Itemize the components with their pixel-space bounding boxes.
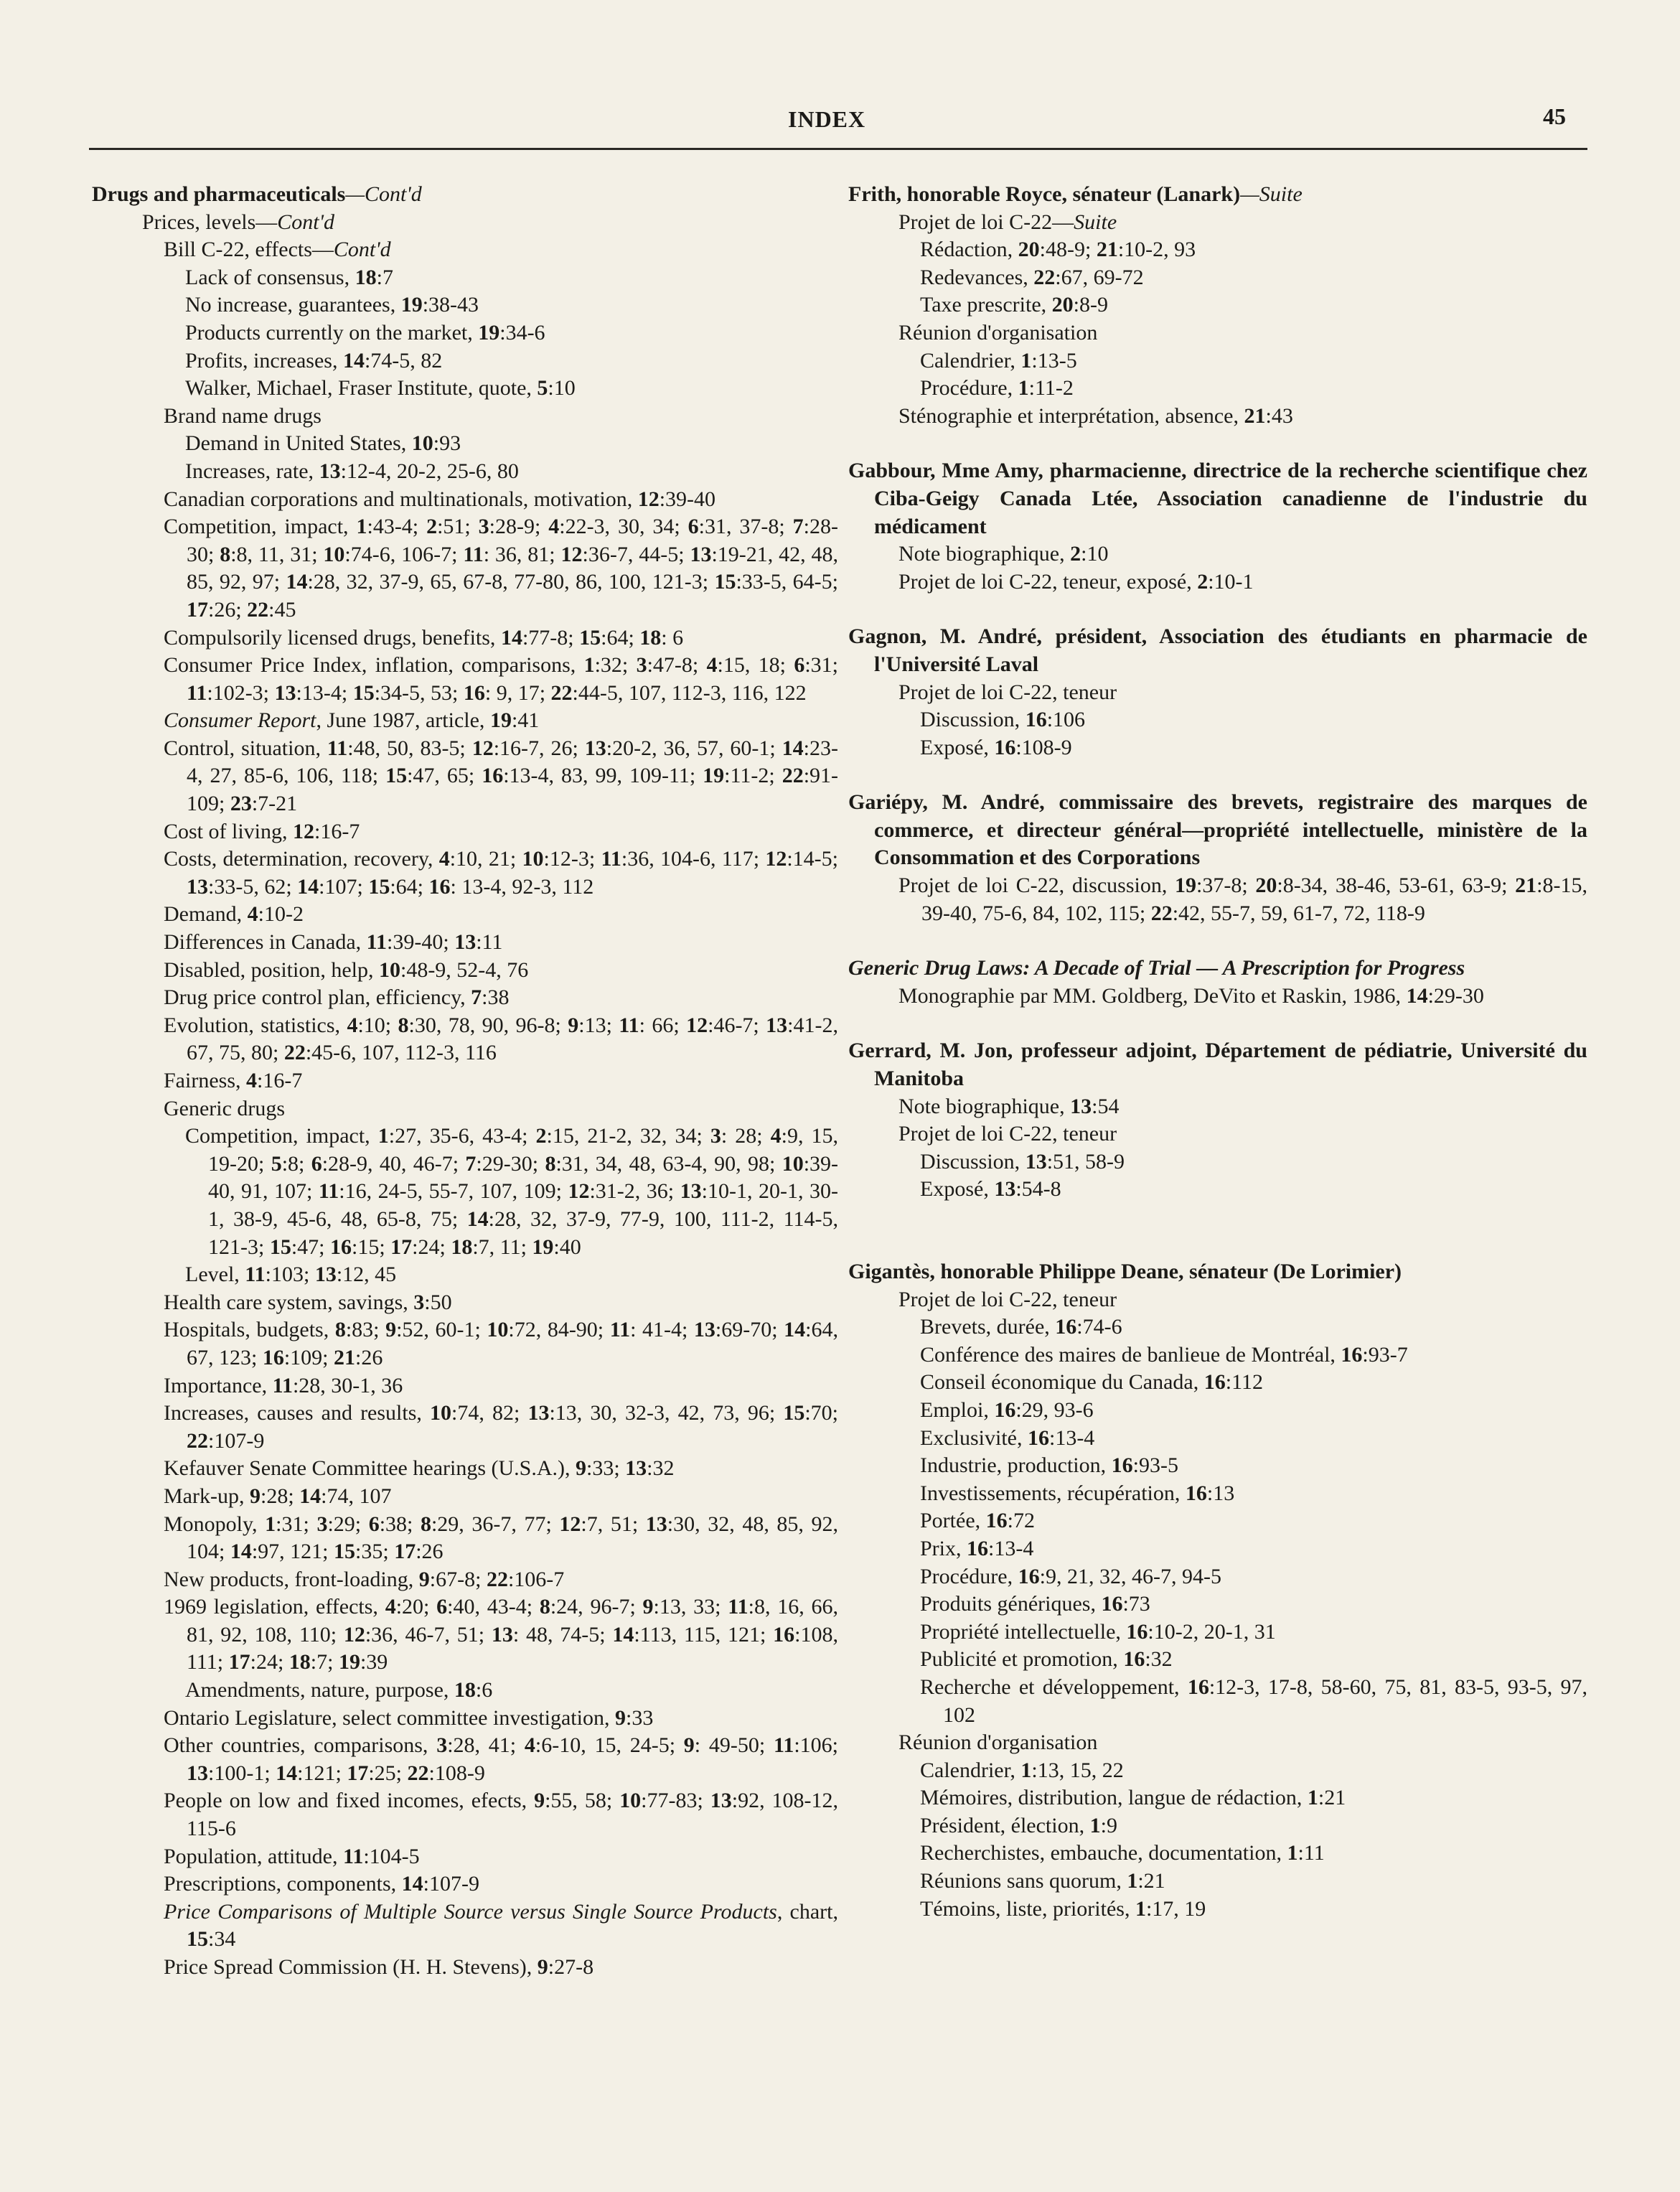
index-entry: Walker, Michael, Fraser Institute, quote, 5:10 xyxy=(185,376,576,401)
continued-label: —Suite xyxy=(1240,182,1303,206)
index-entry: Procédure, 16:9, 21, 32, 46-7, 94-5 xyxy=(920,1564,1221,1588)
index-entry: Discussion, 13:51, 58-9 xyxy=(920,1149,1125,1174)
entry-spacer xyxy=(848,430,1587,457)
index-entry: Price Comparisons of Multiple Source versus Single Source Products, chart, 15:34 xyxy=(164,1899,839,1952)
entry-spacer xyxy=(848,1231,1587,1258)
continued-label: Cont'd xyxy=(277,210,335,234)
page-header xyxy=(0,0,1680,154)
index-entry: Canadian corporations and multinationals, motivation, 12:39-40 xyxy=(164,487,716,511)
index-heading: Gerrard, M. Jon, professeur adjoint, Département de pédiatrie, Université du Manitoba xyxy=(848,1039,1587,1091)
entry-spacer xyxy=(848,927,1587,955)
left-column xyxy=(92,181,838,1982)
index-entry: Monopoly, 1:31; 3:29; 6:38; 8:29, 36-7, 77; 12:7, 51; 13:30, 32, 48, 85, 92, 104; 14:97, 121; 15:35; 17:26 xyxy=(164,1512,839,1564)
index-entry: Calendrier, 1:13-5 xyxy=(920,348,1077,373)
index-entry: Rédaction, 20:48-9; 21:10-2, 93 xyxy=(920,238,1196,262)
index-entry: Prescriptions, components, 14:107-9 xyxy=(164,1872,479,1896)
index-entry: Kefauver Senate Committee hearings (U.S.A.), 9:33; 13:32 xyxy=(164,1456,675,1481)
header-rule xyxy=(89,148,1587,150)
index-entry: Differences in Canada, 11:39-40; 13:11 xyxy=(164,930,503,955)
index-entry: Prices, levels—Cont'd xyxy=(142,210,335,234)
index-entry: Exclusivité, 16:13-4 xyxy=(920,1425,1095,1450)
index-entry: Demand in United States, 10:93 xyxy=(185,431,461,456)
entry-spacer xyxy=(848,596,1587,623)
index-entry: Disabled, position, help, 10:48-9, 52-4, 76 xyxy=(164,957,529,982)
page-number: 45 xyxy=(1543,103,1566,129)
index-entry: Propriété intellectuelle, 16:10-2, 20-1, 31 xyxy=(920,1619,1276,1644)
index-entry: 1969 legislation, effects, 4:20; 6:40, 43-4; 8:24, 96-7; 9:13, 33; 11:8, 16, 66, 81, 92, 108, 110; 12:36, 46-7, 51; 13: 48, 74-5; 14:113, 115, 121; 16:108, 111; 17:24; 18:7; 19:39 xyxy=(164,1595,838,1675)
index-entry: Exposé, 13:54-8 xyxy=(920,1177,1061,1202)
index-entry: Lack of consensus, 18:7 xyxy=(185,265,393,289)
index-entry: People on low and fixed incomes, efects, 9:55, 58; 10:77-83; 13:92, 108-12, 115-6 xyxy=(164,1789,839,1841)
index-entry: Conseil économique du Canada, 16:112 xyxy=(920,1370,1263,1395)
index-entry: Bill C-22, effects—Cont'd xyxy=(164,238,391,262)
index-entry: Consumer Report, June 1987, article, 19:41 xyxy=(164,708,540,733)
index-entry: New products, front-loading, 9:67-8; 22:106-7 xyxy=(164,1567,565,1591)
index-entry: Prix, 16:13-4 xyxy=(920,1536,1034,1560)
index-entry: Health care system, savings, 3:50 xyxy=(164,1290,452,1314)
index-entry: Projet de loi C-22, discussion, 19:37-8; 20:8-34, 38-46, 53-61, 63-9; 21:8-15, 39-40, 75-6, 84, 102, 115; 22:42, 55-7, 59, 61-7, 72, 118-9 xyxy=(898,873,1587,925)
right-column xyxy=(848,181,1587,1923)
index-entry: Drug price control plan, efficiency, 7:38 xyxy=(164,985,510,1010)
index-entry: Level, 11:103; 13:12, 45 xyxy=(185,1263,397,1287)
entry-spacer xyxy=(848,1204,1587,1231)
index-entry: Projet de loi C-22, teneur, exposé, 2:10-1 xyxy=(898,569,1254,594)
index-entry: Note biographique, 2:10 xyxy=(898,542,1109,566)
index-entry: Population, attitude, 11:104-5 xyxy=(164,1844,420,1868)
index-entry: Fairness, 4:16-7 xyxy=(164,1069,303,1092)
index-entry: Hospitals, budgets, 8:83; 9:52, 60-1; 10:72, 84-90; 11: 41-4; 13:69-70; 14:64, 67, 123; 16:109; 21:26 xyxy=(164,1318,839,1369)
index-heading: Generic Drug Laws: A Decade of Trial — A Prescription for Progress xyxy=(848,956,1465,980)
index-entry: Taxe prescrite, 20:8-9 xyxy=(920,293,1108,317)
index-entry: Products currently on the market, 19:34-6 xyxy=(185,320,545,345)
index-entry: Amendments, nature, purpose, 18:6 xyxy=(185,1678,493,1702)
index-heading: Gagnon, M. André, président, Association des étudiants en pharmacie de l'Université Laval xyxy=(848,624,1587,676)
index-entry: Réunion d'organisation xyxy=(898,320,1098,345)
index-entry: Exposé, 16:108-9 xyxy=(920,735,1072,759)
index-entry: Compulsorily licensed drugs, benefits, 14:77-8; 15:64; 18: 6 xyxy=(164,625,684,650)
index-entry: Sténographie et interprétation, absence, 21:43 xyxy=(898,403,1293,428)
index-entry: Profits, increases, 14:74-5, 82 xyxy=(185,348,443,373)
index-entry: Mark-up, 9:28; 14:74, 107 xyxy=(164,1484,392,1508)
index-entry: Témoins, liste, priorités, 1:17, 19 xyxy=(920,1896,1206,1921)
index-entry: Conférence des maires de banlieue de Montréal, 16:93-7 xyxy=(920,1342,1408,1367)
index-entry: Recherche et développement, 16:12-3, 17-8, 58-60, 75, 81, 83-5, 93-5, 97, 102 xyxy=(920,1675,1587,1727)
index-entry: Note biographique, 13:54 xyxy=(898,1094,1120,1118)
index-heading: Gariépy, M. André, commissaire des brevets, registraire des marques de commerce, et directeur général—propriété intellectuelle, ministère de la Consommation et des Corporations xyxy=(848,790,1587,870)
index-entry: Président, élection, 1:9 xyxy=(920,1813,1117,1837)
index-entry: Produits génériques, 16:73 xyxy=(920,1592,1150,1616)
entry-spacer xyxy=(848,762,1587,789)
continued-label: Suite xyxy=(1074,210,1117,234)
index-entry: Control, situation, 11:48, 50, 83-5; 12:16-7, 26; 13:20-2, 36, 57, 60-1; 14:23-4, 27, 85-6, 106, 118; 15:47, 65; 16:13-4, 83, 99, 109-11; 19:11-2; 22:91-109; 23:7-21 xyxy=(164,736,839,816)
index-entry: Brand name drugs xyxy=(164,403,322,428)
continued-label: Cont'd xyxy=(333,238,391,262)
index-entry: Recherchistes, embauche, documentation, 1:11 xyxy=(920,1841,1325,1865)
index-entry: Increases, causes and results, 10:74, 82; 13:13, 30, 32-3, 42, 73, 96; 15:70; 22:107-9 xyxy=(164,1401,838,1453)
index-entry: Costs, determination, recovery, 4:10, 21; 10:12-3; 11:36, 104-6, 117; 12:14-5; 13:33-5, 62; 14:107; 15:64; 16: 13-4, 92-3, 112 xyxy=(164,847,839,899)
index-entry: Increases, rate, 13:12-4, 20-2, 25-6, 80 xyxy=(185,459,519,483)
index-entry: Competition, impact, 1:27, 35-6, 43-4; 2:15, 21-2, 32, 34; 3: 28; 4:9, 15, 19-20; 5:8; 6:28-9, 40, 46-7; 7:29-30; 8:31, 34, 48, 63-4, 90, 98; 10:39-40, 91, 107; 11:16, 24-5, 55-7, 107, 109; 12:31-2, 36; 13:10-1, 20-1, 30-1, 38-9, 45-6, 48, 65-8, 75; 14:28, 32, 37-9, 77-9, 100, 111-2, 114-5, 121-3; 15:47; 16:15; 17:24; 18:7, 11; 19:40 xyxy=(185,1124,839,1259)
index-entry: Portée, 16:72 xyxy=(920,1509,1035,1533)
index-entry: Price Spread Commission (H. H. Stevens), 9:27-8 xyxy=(164,1955,594,1979)
index-heading: Gigantès, honorable Philippe Deane, sénateur (De Lorimier) xyxy=(848,1260,1402,1283)
index-entry: Demand, 4:10-2 xyxy=(164,902,304,927)
index-entry: Redevances, 22:67, 69-72 xyxy=(920,265,1144,289)
index-entry: Generic drugs xyxy=(164,1096,286,1120)
index-entry: Cost of living, 12:16-7 xyxy=(164,819,360,843)
index-entry: Discussion, 16:106 xyxy=(920,708,1086,732)
index-entry: Importance, 11:28, 30-1, 36 xyxy=(164,1373,403,1397)
header-title: INDEX xyxy=(788,106,866,132)
index-entry: Projet de loi C-22, teneur xyxy=(898,1287,1117,1311)
index-entry: Publicité et promotion, 16:32 xyxy=(920,1647,1173,1672)
index-entry: Other countries, comparisons, 3:28, 41; 4:6-10, 15, 24-5; 9: 49-50; 11:106; 13:100-1; 14:121; 17:25; 22:108-9 xyxy=(164,1733,838,1785)
index-entry: Réunions sans quorum, 1:21 xyxy=(920,1869,1165,1893)
index-entry: Brevets, durée, 16:74-6 xyxy=(920,1315,1122,1339)
index-entry: Investissements, récupération, 16:13 xyxy=(920,1481,1235,1505)
continued-label: —Cont'd xyxy=(345,182,422,206)
index-heading: Gabbour, Mme Amy, pharmacienne, directrice de la recherche scientifique chez Ciba-Geigy Canada Ltée, Association canadienne de l'industrie du médicament xyxy=(848,459,1587,538)
index-entry: Procédure, 1:11-2 xyxy=(920,376,1074,401)
index-entry: Monographie par MM. Goldberg, DeVito et Raskin, 1986, 14:29-30 xyxy=(898,983,1484,1008)
index-entry: Competition, impact, 1:43-4; 2:51; 3:28-9; 4:22-3, 30, 34; 6:31, 37-8; 7:28-30; 8:8, 11, 31; 10:74-6, 106-7; 11: 36, 81; 12:36-7, 44-5; 13:19-21, 42, 48, 85, 92, 97; 14:28, 32, 37-9, 65, 67-8, 77-80, 86, 100, 121-3; 15:33-5, 64-5; 17:26; 22:45 xyxy=(164,515,839,622)
index-entry: Evolution, statistics, 4:10; 8:30, 78, 90, 96-8; 9:13; 11: 66; 12:46-7; 13:41-2, 67, 75, 80; 22:45-6, 107, 112-3, 116 xyxy=(164,1013,838,1065)
index-entry: Projet de loi C-22, teneur xyxy=(898,680,1117,704)
index-entry: Projet de loi C-22—Suite xyxy=(898,210,1117,234)
index-entry: Emploi, 16:29, 93-6 xyxy=(920,1397,1094,1422)
index-entry: Réunion d'organisation xyxy=(898,1730,1098,1755)
index-heading: Drugs and pharmaceuticals—Cont'd xyxy=(92,182,422,206)
index-entry: Projet de loi C-22, teneur xyxy=(898,1122,1117,1146)
index-entry: Mémoires, distribution, langue de rédaction, 1:21 xyxy=(920,1786,1346,1810)
index-entry: Ontario Legislature, select committee investigation, 9:33 xyxy=(164,1705,654,1730)
index-heading: Frith, honorable Royce, sénateur (Lanark)—Suite xyxy=(848,182,1303,206)
index-entry: Consumer Price Index, inflation, comparisons, 1:32; 3:47-8; 4:15, 18; 6:31; 11:102-3; 13:13-4; 15:34-5, 53; 16: 9, 17; 22:44-5, 107, 112-3, 116, 122 xyxy=(164,653,838,705)
index-entry: Calendrier, 1:13, 15, 22 xyxy=(920,1758,1124,1782)
entry-spacer xyxy=(848,1010,1587,1037)
index-entry: No increase, guarantees, 19:38-43 xyxy=(185,293,479,317)
index-entry: Industrie, production, 16:93-5 xyxy=(920,1453,1178,1478)
